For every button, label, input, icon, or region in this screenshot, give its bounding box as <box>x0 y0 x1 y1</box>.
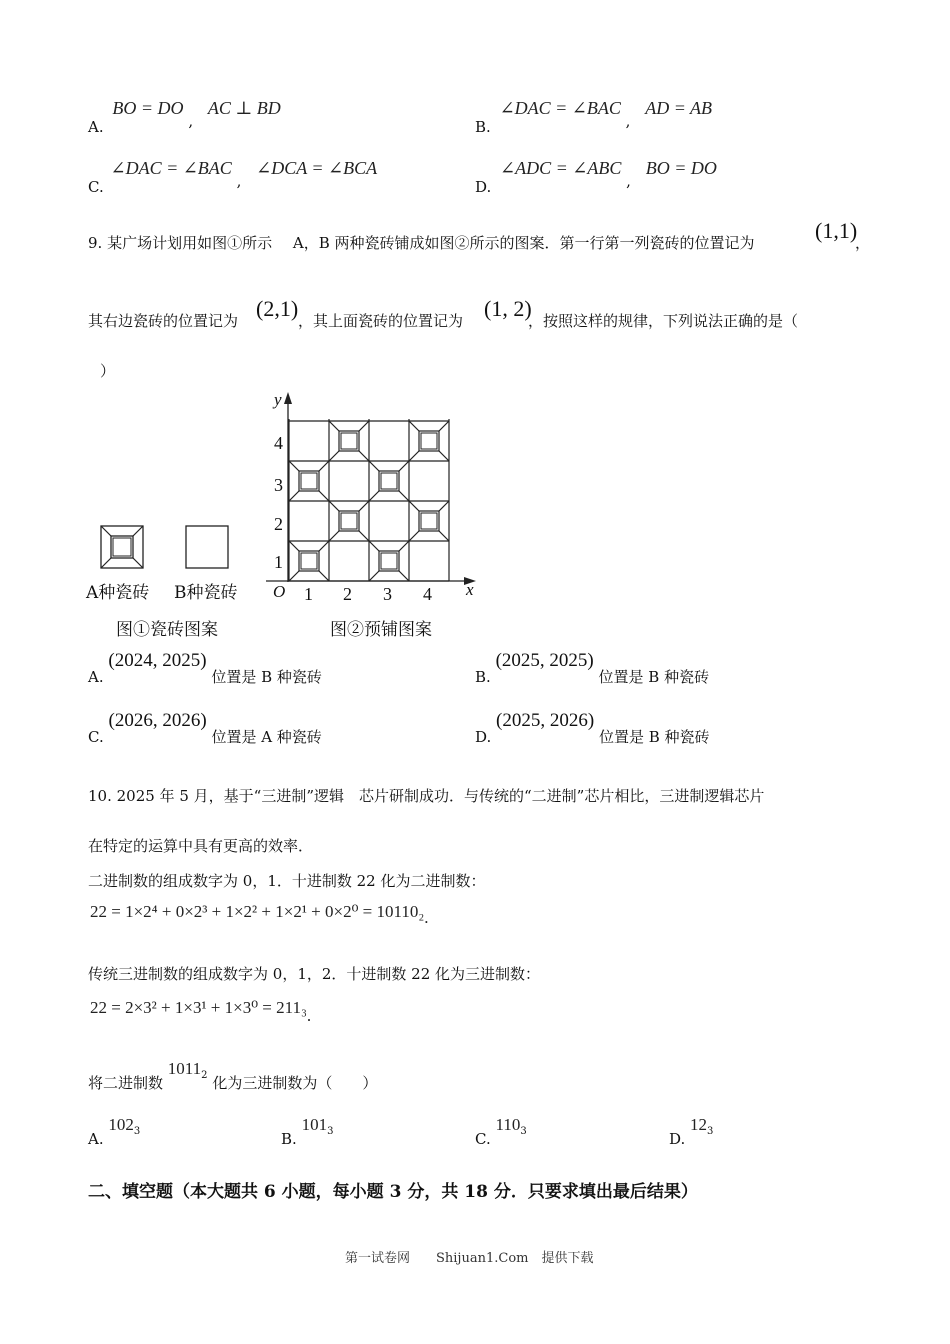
q9-line1 <box>88 232 755 253</box>
tile-a <box>289 461 329 501</box>
option-expr: BO = DO <box>112 98 184 118</box>
q10-option-b <box>281 1115 334 1148</box>
q10-line2: 在特定的运算中具有更高的效率． <box>88 837 314 855</box>
tile-a <box>289 541 329 581</box>
q9-option-d <box>475 710 710 746</box>
origin-label: O <box>273 582 286 601</box>
option-expr: ∠DCA = ∠BCA <box>256 158 378 178</box>
option-base: 3 <box>707 1126 714 1137</box>
y-axis-label: y <box>274 390 282 409</box>
option-sep: , <box>188 112 194 130</box>
equation: 22 = 1×2⁴ + 0×2³ + 1×2² + 1×2¹ + 0×2⁰ = 10110₂ <box>90 902 425 921</box>
q10-eq1 <box>90 902 429 927</box>
equation-end: . <box>424 908 429 927</box>
option-coord: (2025, 2026) <box>496 710 595 731</box>
q8-option-b <box>475 98 713 136</box>
q9-text: ） <box>100 362 116 380</box>
q9-text: ，按照这样的规律，下列说法正确的是（ <box>528 312 799 330</box>
q9-option-b <box>475 650 710 686</box>
fig2-caption: 图②预铺图案 <box>330 620 432 640</box>
option-label: B. <box>475 668 491 686</box>
q10-text: 将二进制数 <box>88 1074 164 1092</box>
option-text: 位置是 B 种瓷砖 <box>598 728 710 746</box>
option-label: C. <box>475 1130 491 1148</box>
q9-text: ，其上面瓷砖的位置记为 <box>298 312 464 330</box>
x-tick: 2 <box>343 584 352 604</box>
tile-b-label: B种瓷砖 <box>174 583 238 603</box>
q9-text: 9. 某广场计划用如图①所示 <box>88 234 273 252</box>
option-coord: (2026, 2026) <box>108 710 207 731</box>
option-text: 位置是 B 种瓷砖 <box>598 668 710 686</box>
q8-option-c <box>88 158 378 196</box>
option-sep: , <box>236 172 242 190</box>
tile-b-figure <box>185 525 229 569</box>
tile-a <box>329 421 369 461</box>
option-label: D. <box>475 178 492 196</box>
option-label: A. <box>88 668 104 686</box>
q10-line1: 10. 2025 年 5 月，基于“三进制”逻辑 芯片研制成功．与传统的“二进制”芯片相比，三进制逻辑芯片 <box>88 787 765 805</box>
option-base: 3 <box>327 1126 334 1137</box>
option-label: D. <box>475 728 492 746</box>
q10-eq2 <box>90 998 312 1025</box>
option-expr: ∠DAC = ∠BAC <box>110 158 232 178</box>
x-tick: 4 <box>423 584 432 604</box>
y-tick: 3 <box>274 475 283 495</box>
option-text: 位置是 A 种瓷砖 <box>211 728 322 746</box>
option-sep: , <box>626 172 631 190</box>
option-base: 3 <box>133 1126 141 1137</box>
binary-number: 1011 <box>167 1059 202 1078</box>
q9-pos11: (1,1) <box>815 218 858 243</box>
y-tick: 4 <box>274 433 283 453</box>
option-value: 102 <box>108 1115 134 1134</box>
tile-a-label: A种瓷砖 <box>86 583 150 603</box>
fig2-grid <box>262 388 482 604</box>
q9-option-a <box>88 650 322 686</box>
q9-pos12: (1, 2) <box>484 296 532 321</box>
x-tick: 1 <box>304 584 313 604</box>
page-footer: 第一试卷网 Shijuan1.Com 提供下载 <box>345 1251 594 1266</box>
q8-option-a <box>88 98 281 136</box>
option-text: 位置是 B 种瓷砖 <box>211 668 322 686</box>
option-expr: BO = DO <box>645 158 717 178</box>
option-value: 101 <box>301 1115 328 1134</box>
fig1-caption: 图①瓷砖图案 <box>116 620 218 640</box>
q8-option-d <box>475 158 717 196</box>
q10-option-c <box>475 1115 527 1148</box>
equation: 22 = 2×3² + 1×3¹ + 1×3⁰ = 211₃ <box>90 998 307 1017</box>
equation-end: . <box>306 1006 312 1025</box>
x-tick: 3 <box>383 584 392 604</box>
option-expr: ∠DAC = ∠BAC <box>499 98 621 118</box>
option-expr: AC ⊥ BD <box>207 98 281 118</box>
q9-pos21: (2,1) <box>256 296 299 321</box>
q9-text: 其右边瓷砖的位置记为 <box>88 312 239 330</box>
q10-line3: 二进制数的组成数字为 0，1．十进制数 22 化为二进制数： <box>88 872 486 890</box>
q9-line2 <box>88 310 238 331</box>
option-value: 12 <box>690 1115 708 1134</box>
option-expr: AD = AB <box>645 98 713 118</box>
tile-a <box>409 501 449 541</box>
tile-a <box>329 501 369 541</box>
option-label: A. <box>88 1130 104 1148</box>
tile-a <box>409 421 449 461</box>
option-coord: (2024, 2025) <box>108 650 207 671</box>
q9-text: A，B 两种瓷砖铺成如图②所示的图案．第一行第一列瓷砖的位置记为 <box>292 234 755 252</box>
q10-option-d <box>669 1115 714 1148</box>
option-value: 110 <box>495 1115 521 1134</box>
option-label: B. <box>281 1130 297 1148</box>
y-tick: 1 <box>274 552 283 572</box>
tile-a <box>369 541 409 581</box>
option-label: B. <box>475 118 491 136</box>
x-axis-label: x <box>466 580 474 599</box>
q10-line5 <box>88 1058 378 1092</box>
q9-option-c <box>88 710 322 746</box>
option-label: C. <box>88 728 104 746</box>
option-base: 3 <box>520 1126 527 1137</box>
section-heading: 二、填空题（本大题共 6 小题，每小题 3 分，共 18 分．只要求填出最后结果） <box>88 1182 698 1202</box>
binary-base: 2 <box>201 1070 208 1081</box>
tile-a <box>369 461 409 501</box>
option-label: D. <box>669 1130 686 1148</box>
option-label: C. <box>88 178 104 196</box>
option-label: A. <box>88 118 104 136</box>
y-tick: 2 <box>274 514 283 534</box>
q10-text: 化为三进制数为（ ） <box>212 1074 378 1092</box>
tile-a-figure <box>100 525 144 569</box>
option-coord: (2025, 2025) <box>495 650 594 671</box>
option-expr: ∠ADC = ∠ABC <box>500 158 622 178</box>
option-sep: , <box>625 112 631 130</box>
q10-line4: 传统三进制数的组成数字为 0，1，2．十进制数 22 化为三进制数： <box>88 965 541 983</box>
q10-option-a <box>88 1115 141 1148</box>
q9-comma: ， <box>855 234 871 252</box>
